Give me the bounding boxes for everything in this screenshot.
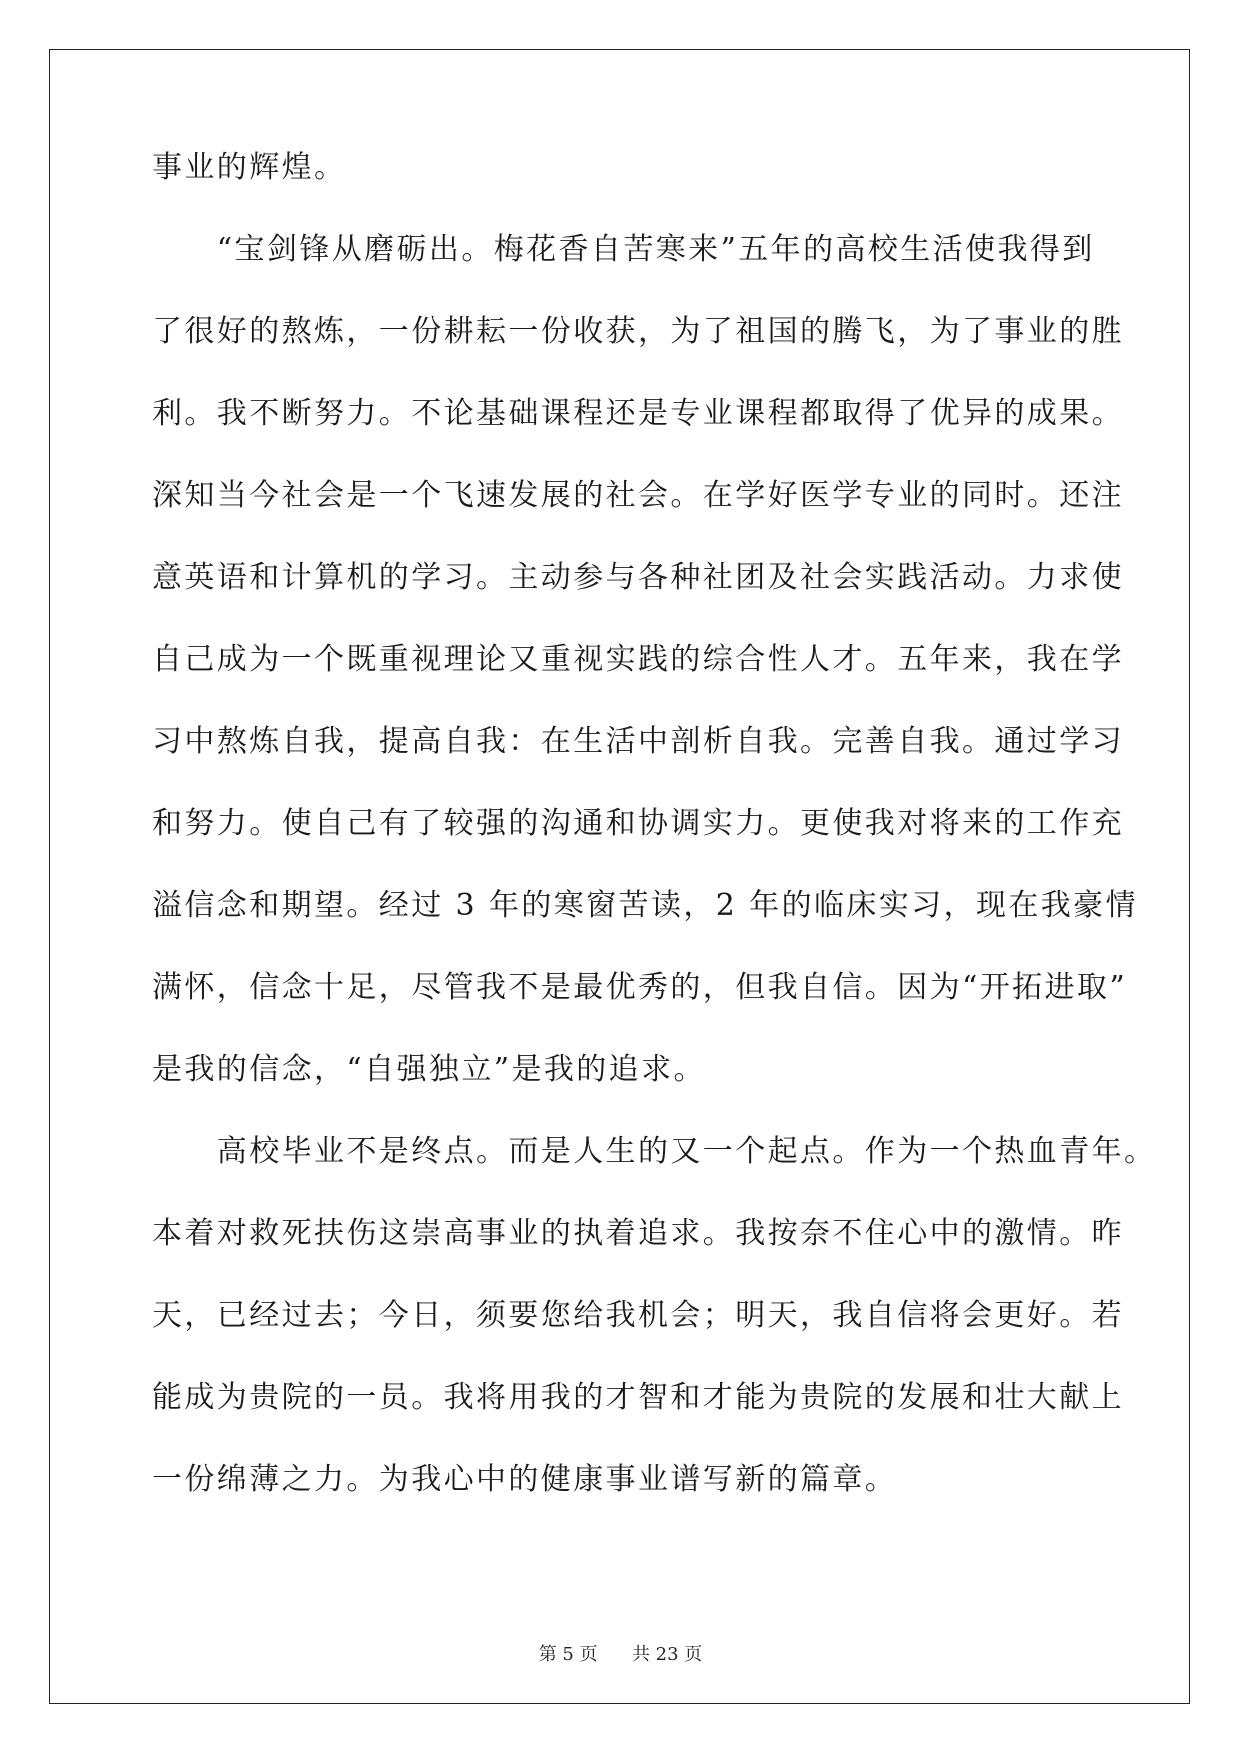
- text-line: 事业的辉煌。: [152, 150, 347, 185]
- text-line: 意英语和计算机的学习。主动参与各种社团及社会实践活动。力求使: [152, 560, 1124, 595]
- document-body: [152, 148, 1157, 1542]
- text-line: 和努力。使自己有了较强的沟通和协调实力。更使我对将来的工作充: [152, 806, 1124, 841]
- text-line: 习中熬炼自我，提高自我：在生活中剖析自我。完善自我。通过学习: [152, 724, 1124, 759]
- page-number: 第 5 页: [538, 1644, 598, 1665]
- text-line: 天，已经过去；今日，须要您给我机会；明天，我自信将会更好。若: [152, 1298, 1124, 1333]
- text-line: 能成为贵院的一员。我将用我的才智和才能为贵院的发展和壮大献上: [152, 1380, 1124, 1415]
- text-line: 高校毕业不是终点。而是人生的又一个起点。作为一个热血青年。: [152, 1134, 1157, 1169]
- text-line: 深知当今社会是一个飞速发展的社会。在学好医学专业的同时。还注: [152, 478, 1124, 513]
- total-pages: 共 23 页: [631, 1644, 703, 1665]
- text-line: “宝剑锋从磨砺出。梅花香自苦寒来”五年的高校生活使我得到: [152, 232, 1095, 267]
- text-line: 利。我不断努力。不论基础课程还是专业课程都取得了优异的成果。: [152, 396, 1124, 431]
- page-footer: [0, 1640, 1241, 1666]
- text-line: 自己成为一个既重视理论又重视实践的综合性人才。五年来，我在学: [152, 642, 1124, 677]
- text-line: 满怀，信念十足，尽管我不是最优秀的，但我自信。因为“开拓进取”: [152, 970, 1128, 1005]
- text-line: 是我的信念，“自强独立”是我的追求。: [152, 1052, 706, 1087]
- text-line: 一份绵薄之力。为我心中的健康事业谱写新的篇章。: [152, 1462, 898, 1497]
- text-line: 本着对救死扶伤这崇高事业的执着追求。我按奈不住心中的激情。昨: [152, 1216, 1124, 1251]
- text-line: 溢信念和期望。经过 3 年的寒窗苦读，2 年的临床实习，现在我豪情: [152, 888, 1138, 923]
- text-line: 了很好的熬炼，一份耕耘一份收获，为了祖国的腾飞，为了事业的胜: [152, 314, 1124, 349]
